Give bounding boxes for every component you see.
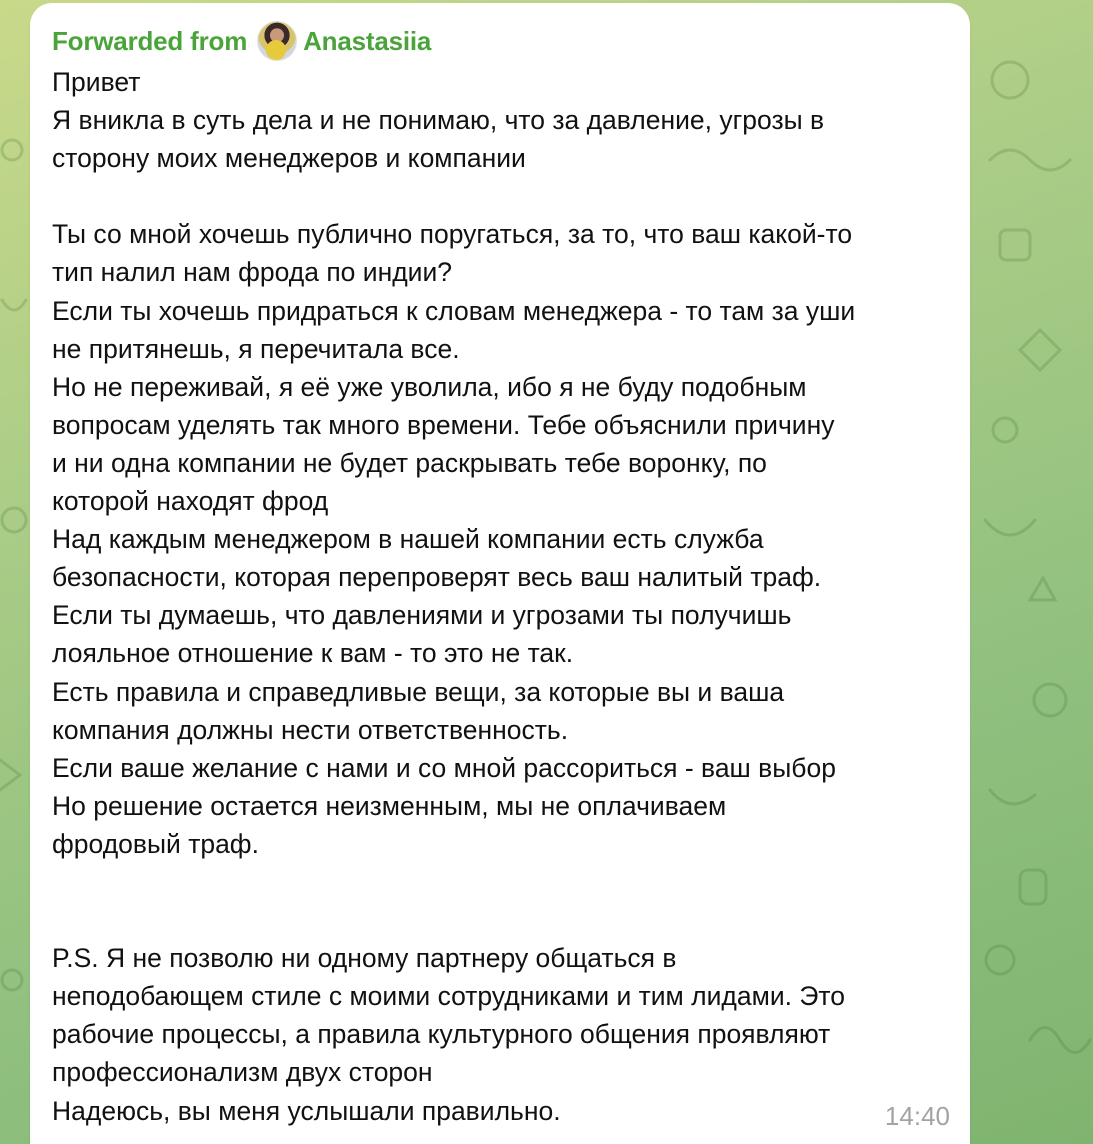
message-line: тип налил нам фрода по индии?: [52, 257, 453, 288]
message-line: Если ты думаешь, что давлениями и угрозами ты получишь: [52, 600, 792, 631]
forward-header[interactable]: [52, 21, 946, 61]
message-line: Ты со мной хочешь публично поругаться, за то, что ваш какой-то: [52, 219, 853, 250]
message-line: сторону моих менеджеров и компании: [52, 143, 526, 174]
message-line: [52, 177, 946, 215]
message-line: P.S. Я не позволю ни одному партнеру общаться в: [52, 943, 677, 974]
message-text: [52, 63, 946, 1130]
message-line: и ни одна компании не будет раскрывать тебе воронку, по: [52, 447, 767, 478]
message-line: Но не переживай, я её уже уволила, ибо я не буду подобным: [52, 371, 807, 402]
message-line: Привет: [52, 67, 141, 97]
message-line: рабочие процессы, а правила культурного общения проявляют: [52, 1019, 831, 1050]
message-line: вопросам уделять так много времени. Тебе объяснили причину: [52, 409, 835, 440]
message-line: фродовый траф.: [52, 828, 259, 859]
message-line: профессионализм двух сторон: [52, 1057, 433, 1088]
message-line: которой находят фрод: [52, 486, 329, 517]
message-line: [52, 863, 946, 901]
message-line: компания должны нести ответственность.: [52, 714, 569, 745]
message-line: неподобающем стиле с моими сотрудниками и тим лидами. Это: [52, 981, 845, 1012]
message-line: Я вникла в суть дела и не понимаю, что за давление, угрозы в: [52, 105, 825, 136]
message-line: Надеюсь, вы меня услышали правильно.: [52, 1095, 561, 1126]
message-line: безопасности, которая перепроверят весь ваш налитый траф.: [52, 562, 822, 593]
sender-name[interactable]: Anastasiia: [303, 25, 432, 56]
message-line: Если ваше желание с нами и со мной рассориться - ваш выбор: [52, 752, 836, 783]
message-line: не притянешь, я перечитала все.: [52, 333, 460, 364]
message-line: [52, 901, 946, 939]
sender-avatar[interactable]: [257, 21, 297, 61]
message-line: Если ты хочешь придраться к словам менеджера - то там за уши: [52, 295, 856, 326]
message-bubble[interactable]: [30, 3, 970, 1144]
forward-prefix: Forwarded from: [52, 25, 248, 56]
message-line: Но решение остается неизменным, мы не оплачиваем: [52, 790, 727, 821]
message-line: Над каждым менеджером в нашей компании есть служба: [52, 524, 764, 555]
message-line: Есть правила и справедливые вещи, за которые вы и ваша: [52, 676, 785, 707]
message-timestamp: 14:40: [884, 1101, 950, 1131]
message-line: лояльное отношение к вам - то это не так.: [52, 638, 574, 669]
